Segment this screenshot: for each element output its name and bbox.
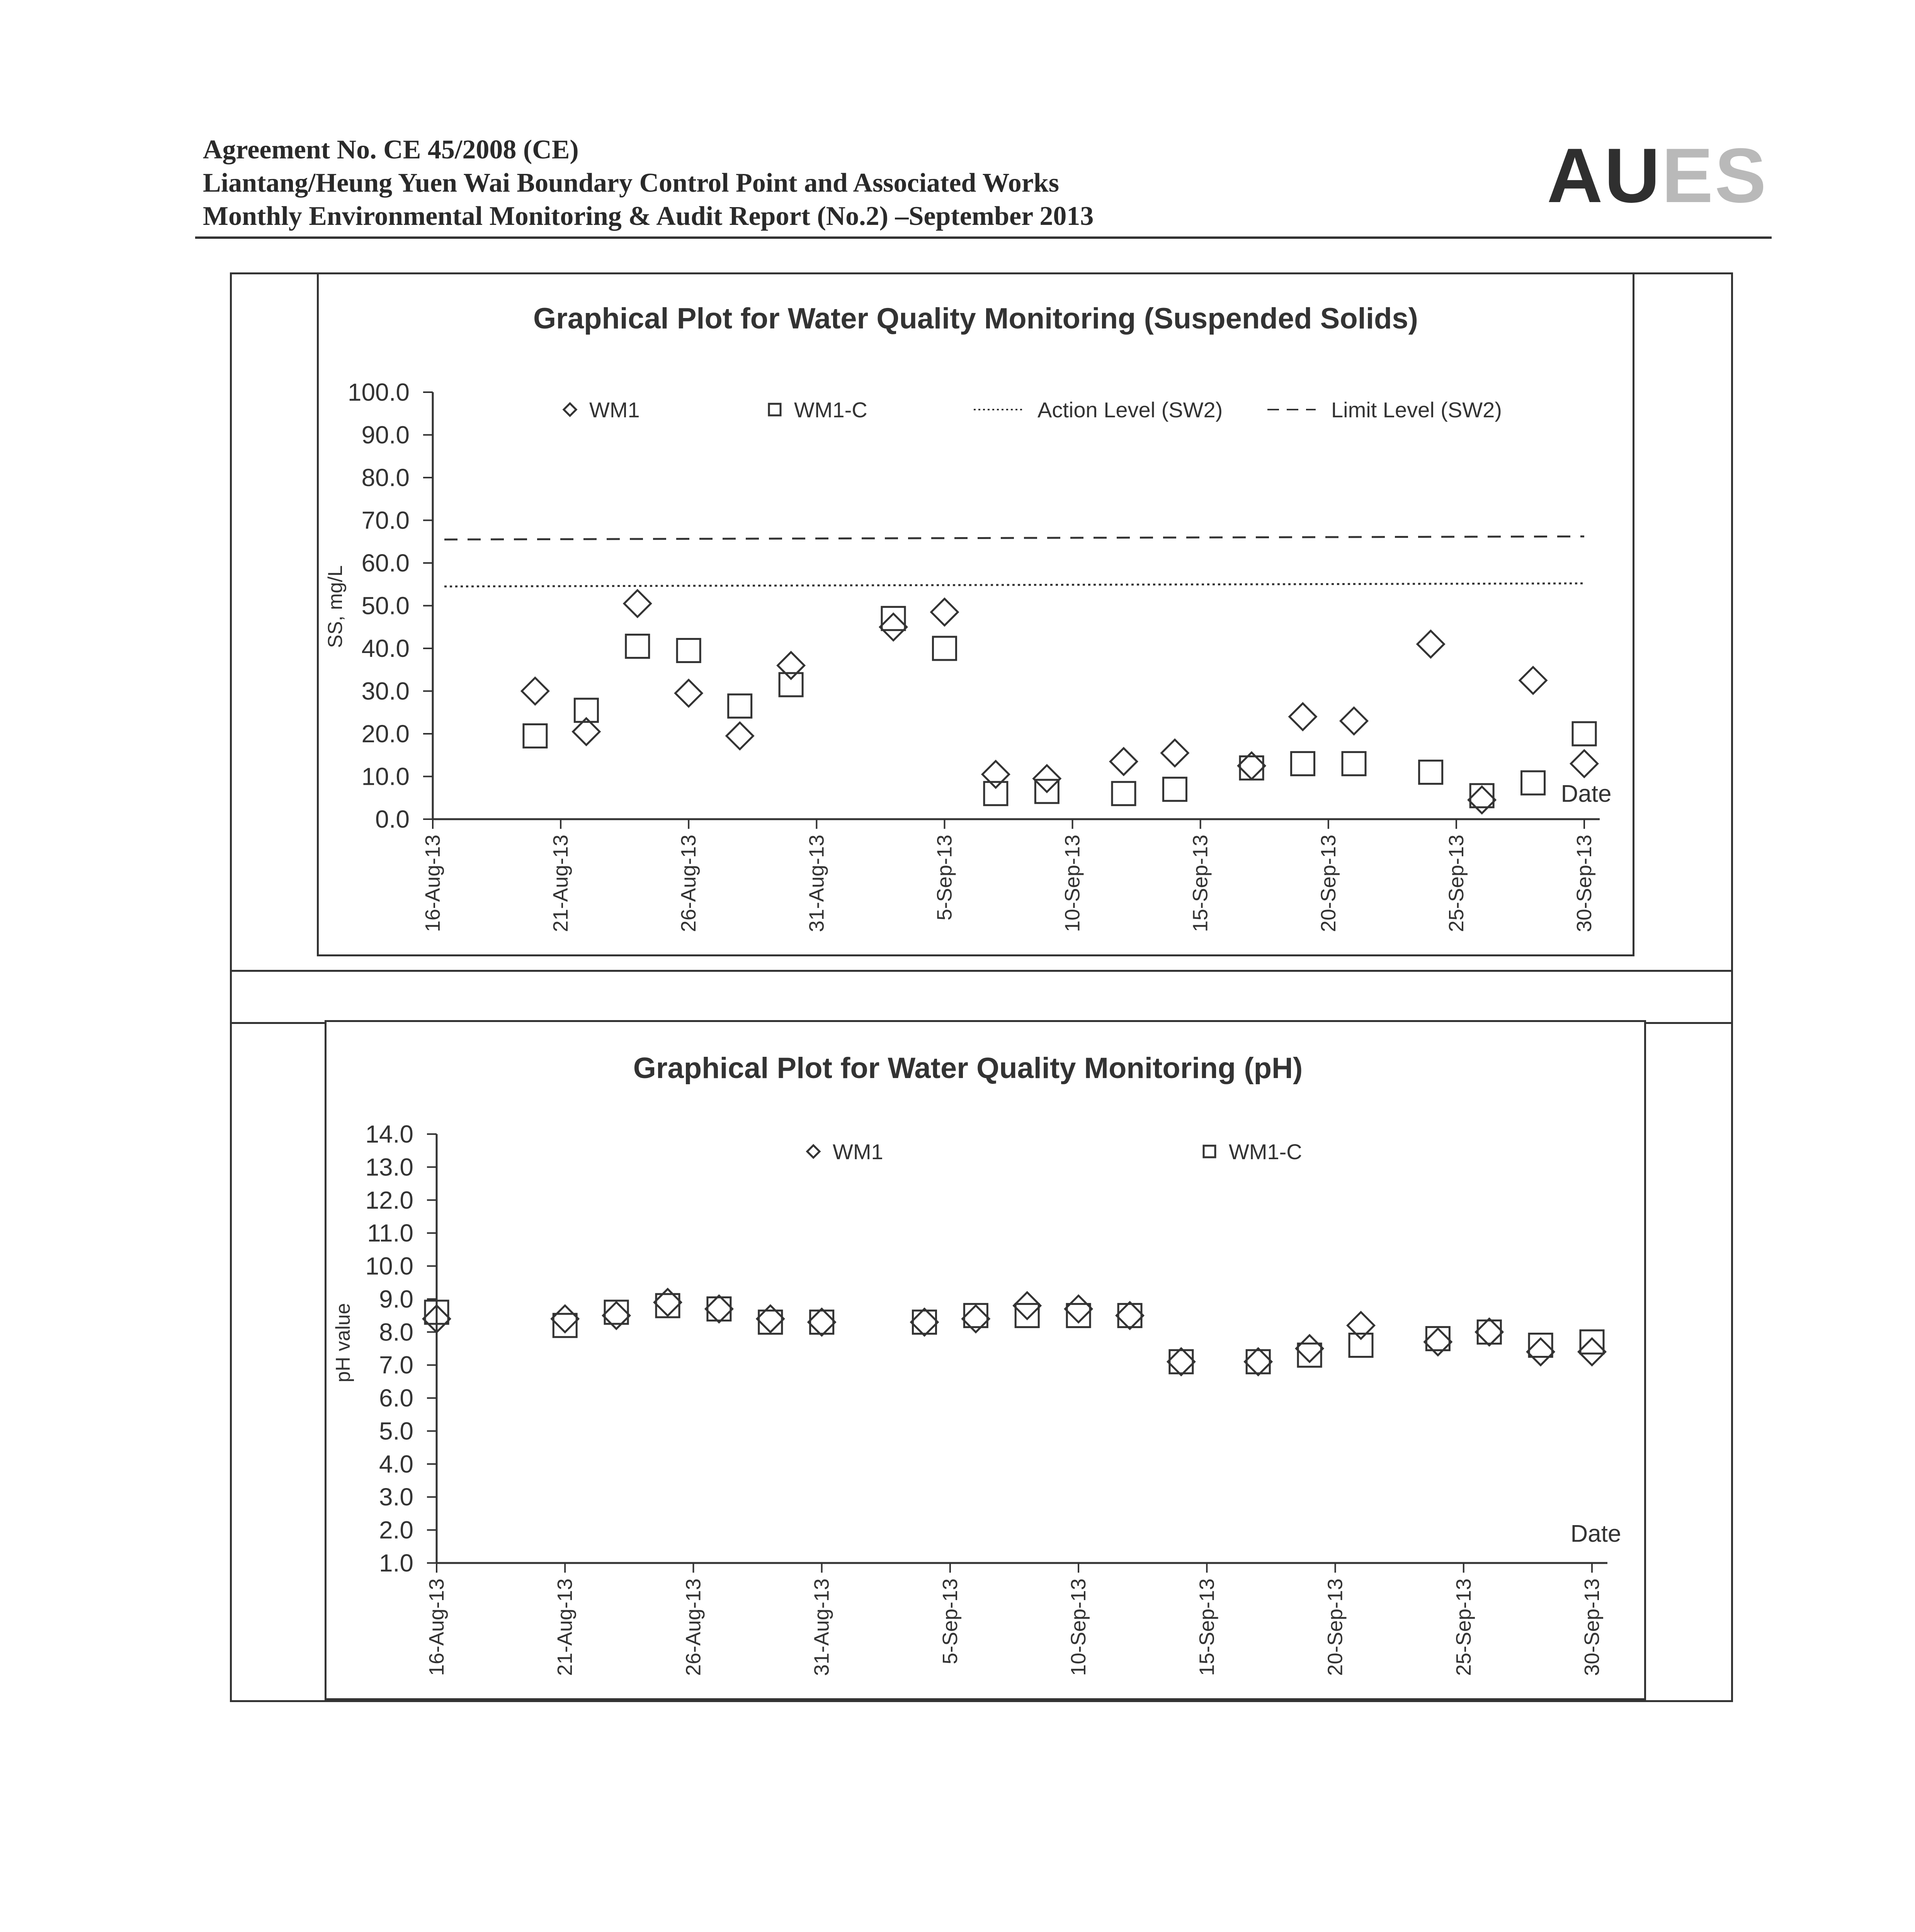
ph-wm1-point [1579, 1338, 1605, 1365]
ph-legend-label: WM1 [833, 1139, 883, 1164]
ss-wm1-point [778, 652, 804, 679]
ph-y-tick-label: 14.0 [365, 1120, 413, 1148]
ph-y-tick-label: 1.0 [379, 1549, 413, 1577]
ph-wm1-point [1527, 1338, 1554, 1365]
ph-x-tick-label: 30-Sep-13 [1580, 1578, 1604, 1676]
ph-wm1c-point [1015, 1304, 1039, 1327]
ss-wm1-point [880, 614, 907, 640]
ph-y-tick-label: 5.0 [379, 1417, 413, 1445]
ss-wm1-point [624, 590, 651, 617]
logo-part-light: ES [1662, 133, 1768, 219]
ph-wm1-point [603, 1302, 630, 1329]
ss-x-tick-label: 31-Aug-13 [805, 835, 828, 932]
ph-wm1-point [911, 1309, 938, 1335]
ss-x-tick-label: 26-Aug-13 [677, 835, 701, 932]
ss-wm1c-point [984, 782, 1007, 805]
document-header [203, 133, 1768, 243]
ss-wm1c-point [677, 639, 700, 662]
ss-wm1-point [522, 678, 548, 704]
ss-y-tick-label: 40.0 [361, 634, 410, 662]
ph-wm1-point [1296, 1335, 1323, 1362]
ss-x-axis-label: Date [1561, 781, 1612, 807]
ss-wm1c-point [933, 637, 956, 660]
ss-wm1-point [931, 599, 958, 626]
ss-x-tick-label: 20-Sep-13 [1316, 835, 1340, 932]
ph-wm1-point [808, 1309, 835, 1335]
ss-y-tick-label: 100.0 [347, 378, 410, 406]
ph-wm1c-point [810, 1311, 833, 1334]
ph-x-axis-label: Date [1570, 1520, 1621, 1547]
ph-legend-label: WM1-C [1229, 1139, 1302, 1164]
ss-legend-label: Action Level (SW2) [1037, 398, 1223, 422]
ph-y-tick-label: 8.0 [379, 1318, 413, 1346]
ph-wm1-point [1476, 1319, 1503, 1345]
ph-wm1c-point [1580, 1330, 1604, 1354]
ss-wm1-point [1162, 740, 1188, 766]
ph-wm1-point [1168, 1349, 1194, 1375]
ph-legend-wm1-marker [807, 1145, 820, 1158]
ss-wm1-point [1571, 750, 1598, 777]
ph-x-tick-label: 25-Sep-13 [1452, 1578, 1475, 1676]
ph-x-tick-label: 5-Sep-13 [938, 1578, 962, 1665]
ph-x-tick-label: 20-Sep-13 [1323, 1578, 1347, 1676]
ph-legend-wm1c-marker [1204, 1146, 1215, 1157]
ph-wm1c-point [1118, 1304, 1141, 1327]
ss-wm1-point [1341, 707, 1367, 734]
ss-wm1-point [1520, 667, 1546, 694]
ss-x-tick-label: 25-Sep-13 [1444, 835, 1468, 932]
aues-logo [1547, 133, 1768, 219]
ph-wm1c-point [1349, 1333, 1372, 1357]
ph-chart [325, 1020, 1646, 1700]
ph-wm1-point [1014, 1293, 1041, 1319]
ss-y-tick-label: 90.0 [361, 421, 410, 449]
ph-y-tick-label: 13.0 [365, 1153, 413, 1181]
ss-x-tick-label: 16-Aug-13 [421, 835, 444, 932]
ph-wm1-point [1117, 1302, 1143, 1329]
ss-y-tick-label: 20.0 [361, 720, 410, 748]
ph-x-tick-label: 31-Aug-13 [810, 1578, 833, 1676]
ss-legend-wm1c-marker [769, 404, 781, 415]
ss-legend-label: Limit Level (SW2) [1331, 398, 1502, 422]
ph-wm1c-point [1247, 1350, 1270, 1373]
ss-wm1-point [726, 723, 753, 749]
ss-legend-label: WM1 [589, 398, 640, 422]
ph-wm1-point [1245, 1349, 1272, 1375]
ss-wm1-point [1034, 765, 1060, 792]
logo-part-dark: AU [1547, 133, 1662, 219]
header-rule [195, 236, 1772, 239]
ss-y-tick-label: 70.0 [361, 506, 410, 534]
ss-wm1-point [1469, 787, 1495, 813]
ss-action-level-line [444, 583, 1584, 587]
ss-chart-svg [319, 274, 1633, 954]
ss-y-tick-label: 50.0 [361, 592, 410, 620]
ph-wm1c-point [1067, 1304, 1090, 1327]
ss-x-tick-label: 21-Aug-13 [549, 835, 573, 932]
ss-wm1c-point [1163, 778, 1186, 801]
ss-wm1c-point [1291, 752, 1315, 775]
ph-chart-title: Graphical Plot for Water Quality Monitoring (pH) [633, 1052, 1303, 1085]
ss-y-tick-label: 0.0 [375, 805, 410, 833]
ss-x-tick-label: 5-Sep-13 [933, 835, 956, 921]
ss-legend-wm1-marker [564, 403, 576, 416]
ph-wm1c-point [707, 1298, 731, 1321]
ss-x-tick-label: 30-Sep-13 [1573, 835, 1596, 932]
ph-wm1c-point [1478, 1320, 1501, 1344]
ss-wm1-point [1111, 748, 1137, 775]
ph-wm1-point [1065, 1296, 1092, 1322]
ss-wm1c-point [1342, 752, 1366, 775]
ph-x-tick-label: 26-Aug-13 [682, 1578, 705, 1676]
ph-wm1-point [963, 1306, 989, 1332]
ss-chart-title: Graphical Plot for Water Quality Monitoring (Suspended Solids) [533, 302, 1418, 335]
ph-wm1-point [757, 1306, 784, 1332]
ss-y-tick-label: 30.0 [361, 677, 410, 705]
ss-wm1c-point [524, 724, 547, 748]
ph-wm1c-point [1170, 1350, 1193, 1373]
header-agreement-line: Agreement No. CE 45/2008 (CE) [203, 135, 579, 165]
ph-wm1-point [1348, 1312, 1374, 1339]
ss-wm1c-point [728, 694, 752, 718]
ss-wm1c-point [626, 634, 649, 658]
ss-wm1c-point [1112, 782, 1135, 805]
ss-wm1c-point [779, 673, 803, 696]
ph-wm1c-point [913, 1311, 936, 1334]
ss-limit-level-line [444, 536, 1584, 539]
ph-x-tick-label: 16-Aug-13 [425, 1578, 448, 1676]
ss-legend-label: WM1-C [794, 398, 867, 422]
ph-wm1c-point [1529, 1333, 1552, 1357]
ph-y-axis-label: pH value [332, 1303, 354, 1383]
ss-wm1-point [675, 680, 702, 707]
ss-wm1c-point [1419, 760, 1442, 784]
ss-wm1c-point [882, 607, 905, 630]
ss-wm1c-point [1573, 722, 1596, 745]
ph-y-tick-label: 6.0 [379, 1384, 413, 1412]
ph-y-tick-label: 7.0 [379, 1351, 413, 1379]
ph-y-tick-label: 3.0 [379, 1483, 413, 1511]
ph-wm1-point [552, 1306, 578, 1332]
ss-chart [317, 272, 1634, 956]
header-report-line: Monthly Environmental Monitoring & Audit Report (No.2) –September 2013 [203, 201, 1094, 231]
ph-y-tick-label: 4.0 [379, 1450, 413, 1478]
ph-x-tick-label: 21-Aug-13 [553, 1578, 577, 1676]
ph-wm1c-point [1298, 1344, 1321, 1367]
ph-chart-svg [327, 1022, 1644, 1698]
ss-wm1c-point [1522, 771, 1545, 794]
ph-y-tick-label: 12.0 [365, 1186, 413, 1214]
ph-y-tick-label: 2.0 [379, 1516, 413, 1544]
ss-wm1-point [1289, 703, 1316, 730]
ph-y-tick-label: 10.0 [365, 1252, 413, 1280]
ph-wm1-point [1425, 1328, 1451, 1355]
ss-y-tick-label: 10.0 [361, 762, 410, 791]
ss-x-tick-label: 15-Sep-13 [1189, 835, 1212, 932]
ss-x-tick-label: 10-Sep-13 [1061, 835, 1084, 932]
ss-y-axis-label: SS, mg/L [324, 565, 347, 648]
ph-x-tick-label: 10-Sep-13 [1067, 1578, 1090, 1676]
ss-wm1-point [1417, 631, 1444, 657]
ph-wm1-point [655, 1289, 681, 1316]
header-project-line: Liantang/Heung Yuen Wai Boundary Control Point and Associated Works [203, 168, 1059, 198]
ss-y-tick-label: 60.0 [361, 549, 410, 577]
ph-y-tick-label: 9.0 [379, 1285, 413, 1313]
ph-x-tick-label: 15-Sep-13 [1195, 1578, 1219, 1676]
ph-y-tick-label: 11.0 [367, 1219, 413, 1247]
ph-wm1c-point [553, 1314, 577, 1337]
ss-wm1-point [982, 761, 1009, 787]
ph-wm1-point [706, 1296, 732, 1322]
ss-y-tick-label: 80.0 [361, 464, 410, 492]
frame-divider-top [230, 970, 1733, 972]
